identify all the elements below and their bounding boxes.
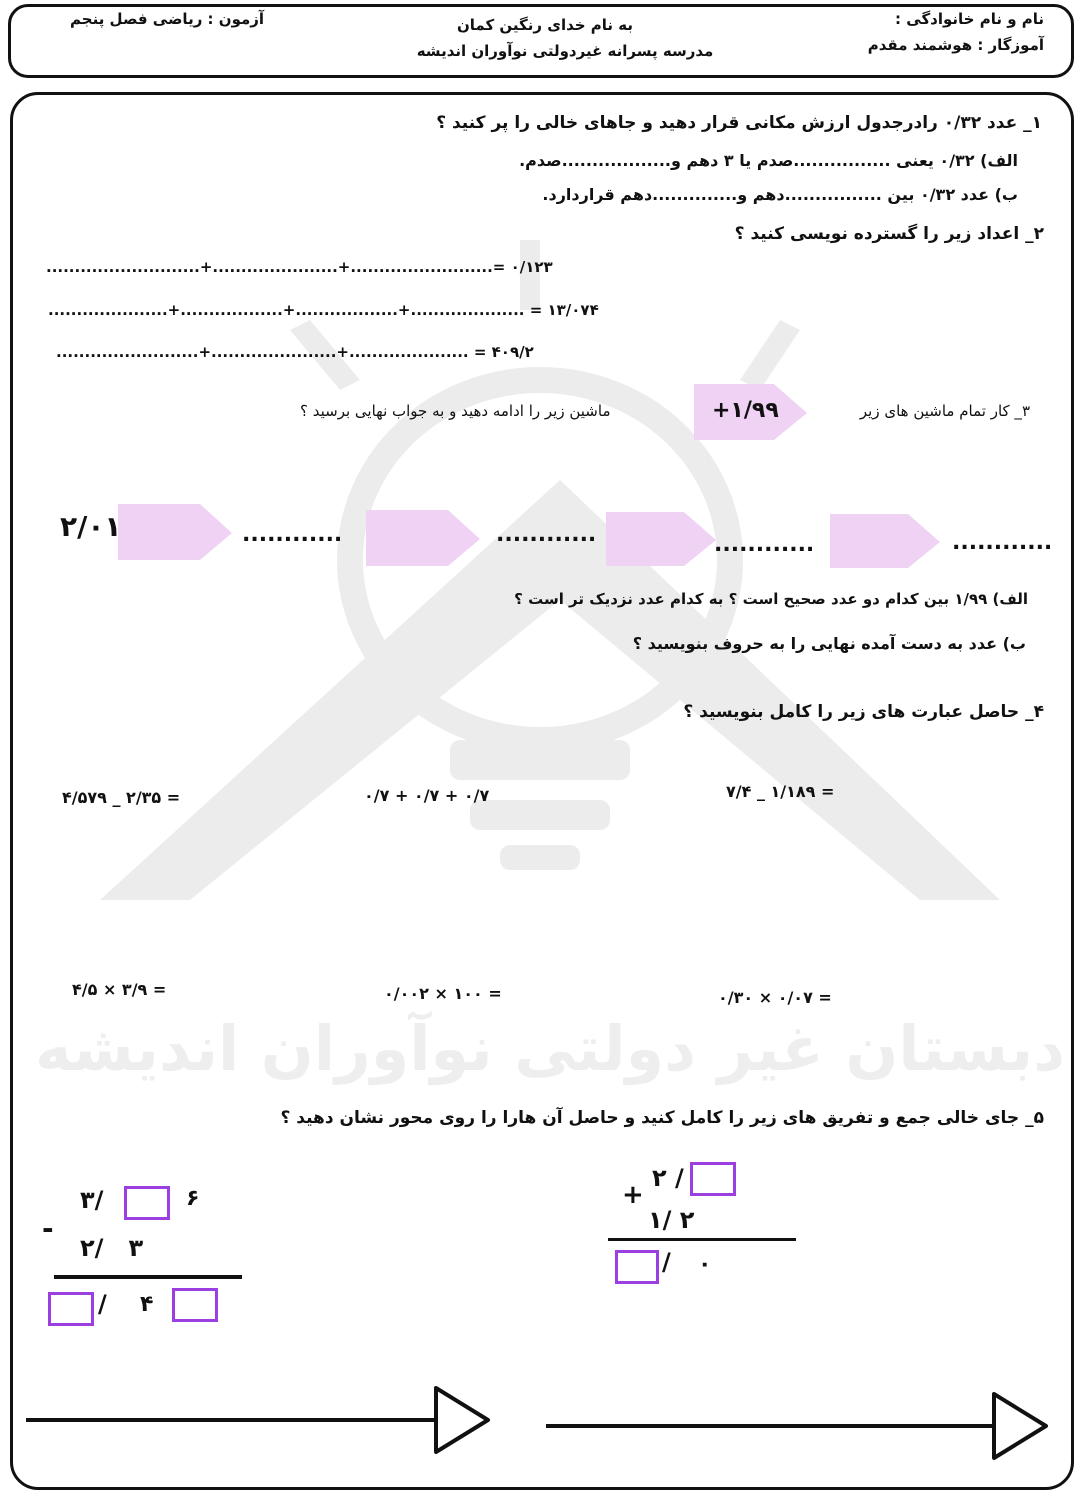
add-sign: + <box>622 1180 644 1210</box>
q2-line-2: ۱۳/۰۷۴ = ....................+..................+..................+..................... <box>48 301 599 319</box>
q3-label-left: ماشین زیر را ادامه دهید و به جواب نهایی برسید ؟ <box>300 402 611 420</box>
machine-value: +۱/۹۹ <box>712 398 779 423</box>
sub-row-1-right: ۶ <box>186 1186 200 1211</box>
machine-pentagon-3 <box>606 512 718 568</box>
chain-blank-3: ............ <box>496 522 597 547</box>
add-result-digit: ۰ <box>698 1252 712 1277</box>
watermark-text: دبستان غیر دولتی نوآوران اندیشه <box>34 1012 1066 1085</box>
number-axis-right[interactable] <box>546 1390 1056 1464</box>
add-row-1: ۲ / <box>652 1164 684 1192</box>
q4-title: ۴_ حاصل عبارت های زیر را کامل بنویسید ؟ <box>683 702 1044 722</box>
sub-row-2: ۲/ ۳ <box>80 1234 144 1262</box>
exam-label: آزمون : ریاضی فصل پنجم <box>70 10 265 28</box>
q4-expr-3: ۴/۵۷۹ _ ۲/۳۵ = <box>62 788 181 807</box>
sub-blank-top[interactable] <box>124 1186 170 1220</box>
chain-blank-2: ............ <box>714 532 815 557</box>
q3-label-right: ۳_ کار تمام ماشین های زیر <box>859 402 1030 420</box>
add-blank-top[interactable] <box>690 1162 736 1196</box>
q2-line-1: ۰/۱۲۳ =.........................+......................+........................... <box>46 258 553 276</box>
number-axis-left[interactable] <box>26 1384 496 1458</box>
sub-row-1-left: ۳/ <box>80 1186 104 1214</box>
q3-part-b: ب) عدد به دست آمده نهایی را به حروف بنویسید ؟ <box>632 634 1026 653</box>
school-name: مدرسه پسرانه غیردولتی نوآوران اندیشه <box>416 42 714 60</box>
student-name-label: نام و نام خانوادگی : <box>895 10 1044 28</box>
q4-expr-4: ۰/۳۰ × ۰/۰۷ = <box>718 988 832 1007</box>
sub-result-digit: ۴ <box>140 1292 154 1317</box>
add-row-2: ۱/ ۲ <box>648 1206 695 1234</box>
chain-blank-4: ............ <box>242 522 343 547</box>
add-blank-result[interactable] <box>615 1250 659 1284</box>
sub-blank-left[interactable] <box>48 1292 94 1326</box>
teacher-label: آموزگار : هوشمند مقدم <box>867 36 1044 54</box>
q1-part-b: ب) عدد ۰/۳۲ بین ................دهم و..............دهم قراردارد. <box>542 185 1018 204</box>
machine-pentagon-4 <box>830 514 942 570</box>
q2-line-3: ۴۰۹/۲ = .....................+......................+......................... <box>56 343 534 361</box>
add-result-slash: / <box>662 1248 671 1276</box>
sub-result-slash: / <box>98 1290 107 1318</box>
chain-blank-1: ............ <box>952 530 1053 555</box>
machine-pentagon-1 <box>118 504 234 562</box>
q4-expr-5: ۰/۰۰۲ × ۱۰۰ = <box>384 984 502 1003</box>
q3-part-a: الف) ۱/۹۹ بین کدام دو عدد صحیح است ؟ به کدام عدد نزدیک تر است ؟ <box>514 590 1028 608</box>
q1-title: ۱_ عدد ۰/۳۲ رادرجدول ارزش مکانی قرار دهید و جاهای خالی را پر کنید ؟ <box>436 113 1042 133</box>
q5-title: ۵_ جای خالی جمع و تفریق های زیر را کامل کنید و حاصل آن هارا را روی محور نشان دهید ؟ <box>280 1108 1044 1128</box>
machine-pentagon-2 <box>366 510 482 568</box>
sub-blank-right[interactable] <box>172 1288 218 1322</box>
add-sum-line <box>608 1238 796 1241</box>
sub-diff-line <box>54 1275 242 1279</box>
q2-title: ۲_ اعداد زیر را گسترده نویسی کنید ؟ <box>734 224 1044 244</box>
header-title: به نام خدای رنگین کمان <box>456 16 634 34</box>
sub-sign: - <box>42 1212 54 1245</box>
q1-part-a: الف) ۰/۳۲ یعنی ................صدم یا ۳ دهم و..................صدم. <box>519 151 1018 170</box>
chain-result: ۲/۰۱ <box>60 510 122 543</box>
q4-expr-2: ۰/۷ + ۰/۷ + ۰/۷ <box>364 786 490 805</box>
q4-expr-6: ۴/۵ × ۳/۹ = <box>72 980 167 999</box>
q4-expr-1: ۷/۴ _ ۱/۱۸۹ = <box>726 782 835 801</box>
